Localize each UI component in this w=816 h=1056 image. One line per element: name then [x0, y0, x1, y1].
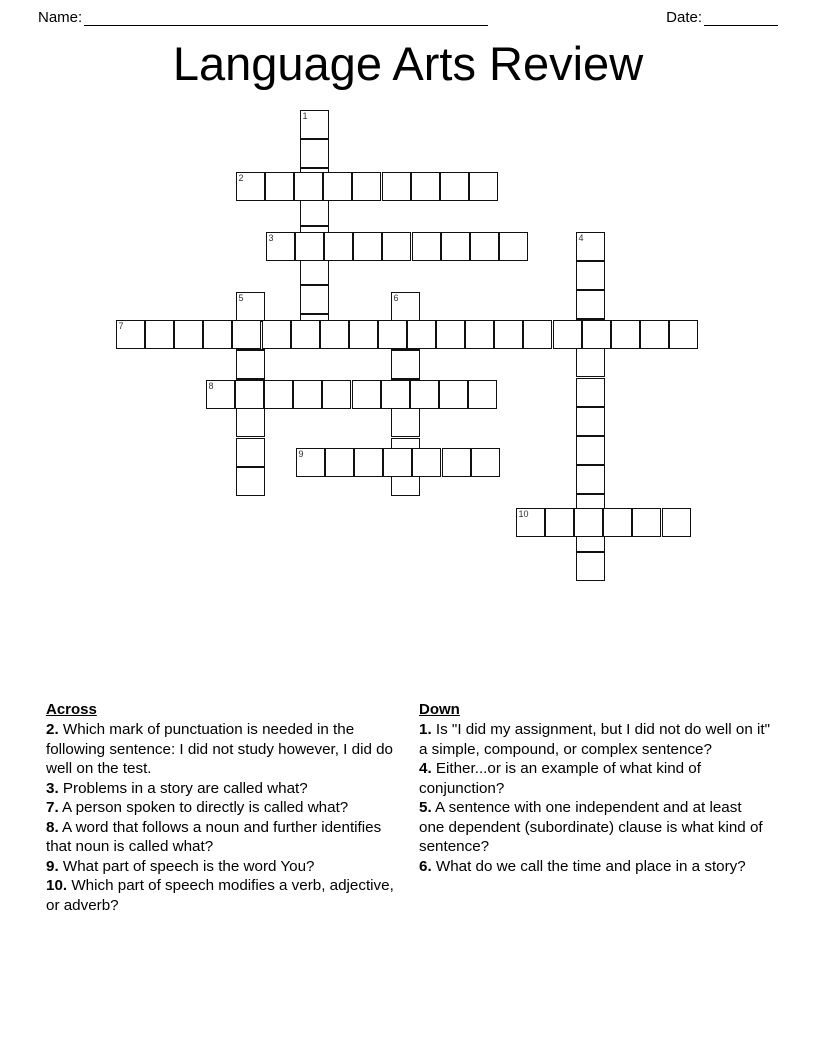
crossword-cell[interactable] — [442, 448, 471, 477]
crossword-cell[interactable] — [469, 172, 498, 201]
across-clue-list — [46, 720, 397, 915]
crossword-cell[interactable] — [436, 320, 465, 349]
crossword-cell[interactable] — [576, 436, 605, 465]
cell-number-10: 10 — [518, 509, 529, 519]
crossword-cell[interactable] — [294, 172, 323, 201]
across-clue-10 — [46, 876, 397, 915]
crossword-cell[interactable] — [266, 232, 295, 261]
crossword-cell[interactable] — [499, 232, 528, 261]
crossword-cell[interactable] — [465, 320, 494, 349]
cell-number-2: 2 — [238, 173, 244, 183]
clue-number: 1. — [419, 721, 432, 738]
crossword-cell[interactable] — [576, 378, 605, 407]
crossword-cell[interactable] — [576, 261, 605, 290]
crossword-cell[interactable] — [669, 320, 698, 349]
across-clue-8 — [46, 818, 397, 857]
crossword-cell[interactable] — [300, 110, 329, 139]
crossword-cell[interactable] — [323, 172, 352, 201]
crossword-cell[interactable] — [324, 232, 353, 261]
crossword-cell[interactable] — [378, 320, 407, 349]
crossword-cell[interactable] — [576, 290, 605, 319]
clue-text: Problems in a story are called what? — [58, 779, 308, 797]
crossword-cell[interactable] — [407, 320, 436, 349]
crossword-cell[interactable] — [516, 508, 545, 537]
crossword-cell[interactable] — [391, 408, 420, 437]
crossword-cell[interactable] — [206, 380, 235, 409]
crossword-cell[interactable] — [236, 408, 265, 437]
crossword-cell[interactable] — [235, 380, 264, 409]
crossword-cell[interactable] — [412, 448, 441, 477]
crossword-cell[interactable] — [468, 380, 497, 409]
crossword-cell[interactable] — [382, 172, 411, 201]
clue-number: 2. — [46, 721, 59, 738]
crossword-cell[interactable] — [576, 552, 605, 581]
crossword-cell[interactable] — [352, 380, 381, 409]
clue-number: 5. — [419, 799, 432, 816]
crossword-cell[interactable] — [265, 172, 294, 201]
down-clue-1 — [419, 720, 770, 759]
clue-number: 9. — [46, 857, 59, 875]
across-clue-2 — [46, 720, 397, 779]
clue-text: Either...or is an example of what kind of conjunction? — [419, 760, 701, 797]
down-clue-6 — [419, 857, 770, 877]
crossword-cell[interactable] — [264, 380, 293, 409]
cell-number-6: 6 — [393, 293, 399, 303]
across-clue-9 — [46, 857, 397, 877]
crossword-cell[interactable] — [383, 448, 412, 477]
crossword-cell[interactable] — [662, 508, 691, 537]
across-clue-3 — [46, 779, 397, 799]
clues-section — [46, 700, 770, 915]
clue-text: What do we call the time and place in a story? — [431, 857, 746, 875]
cell-number-5: 5 — [238, 293, 244, 303]
crossword-cell[interactable] — [441, 232, 470, 261]
crossword-cell[interactable] — [232, 320, 261, 349]
crossword-cell[interactable] — [203, 320, 232, 349]
name-label: Name: — [38, 9, 83, 26]
down-clue-4 — [419, 759, 770, 798]
crossword-cell[interactable] — [574, 508, 603, 537]
crossword-cell[interactable] — [353, 232, 382, 261]
crossword-cell[interactable] — [391, 292, 420, 321]
crossword-cell[interactable] — [412, 232, 441, 261]
clue-number: 3. — [46, 779, 59, 797]
crossword-cell[interactable] — [576, 465, 605, 494]
crossword-cell[interactable] — [381, 380, 410, 409]
clue-number: 10. — [46, 877, 68, 894]
cell-number-4: 4 — [578, 233, 584, 243]
cell-number-8: 8 — [208, 381, 214, 391]
crossword-cell[interactable] — [391, 350, 420, 379]
cell-number-1: 1 — [302, 111, 308, 121]
crossword-cell[interactable] — [295, 232, 324, 261]
crossword-cell[interactable] — [174, 320, 203, 349]
clue-number: 8. — [46, 818, 59, 836]
crossword-cell[interactable] — [293, 380, 322, 409]
clue-number: 6. — [419, 857, 432, 875]
clue-text: A person spoken to directly is called what? — [58, 799, 349, 816]
clue-text: Is "I did my assignment, but I did not do well on it" a simple, compound, or complex sentence? — [419, 721, 770, 758]
down-heading: Down — [419, 701, 460, 718]
crossword-cell[interactable] — [440, 172, 469, 201]
clue-text: What part of speech is the word You? — [58, 857, 315, 875]
across-clues-column — [46, 700, 397, 915]
crossword-cell[interactable] — [236, 292, 265, 321]
crossword-cell[interactable] — [322, 380, 351, 409]
crossword-cell[interactable] — [576, 348, 605, 377]
across-clue-7 — [46, 798, 397, 818]
crossword-cell[interactable] — [354, 448, 383, 477]
crossword-cell[interactable] — [576, 232, 605, 261]
crossword-cell[interactable] — [640, 320, 669, 349]
crossword-cell[interactable] — [582, 320, 611, 349]
down-clues-column — [419, 700, 770, 876]
clue-number: 7. — [46, 799, 59, 816]
clue-text: Which mark of punctuation is needed in the following sentence: I did not study however, I did do well on the test. — [46, 721, 393, 777]
crossword-cell[interactable] — [632, 508, 661, 537]
crossword-cell[interactable] — [145, 320, 174, 349]
crossword-cell[interactable] — [236, 172, 265, 201]
date-label: Date: — [666, 9, 702, 26]
crossword-cell[interactable] — [349, 320, 378, 349]
crossword-cell[interactable] — [411, 172, 440, 201]
crossword-cell[interactable] — [325, 448, 354, 477]
clue-text: Which part of speech modifies a verb, adjective, or adverb? — [46, 877, 394, 914]
crossword-cell[interactable] — [236, 438, 265, 467]
crossword-cell[interactable] — [382, 232, 411, 261]
crossword-cell[interactable] — [116, 320, 145, 349]
crossword-cell[interactable] — [300, 285, 329, 314]
crossword-cell[interactable] — [603, 508, 632, 537]
crossword-cell[interactable] — [439, 380, 468, 409]
crossword-cell[interactable] — [236, 467, 265, 496]
crossword-cell[interactable] — [523, 320, 552, 349]
crossword-cell[interactable] — [494, 320, 523, 349]
crossword-cell[interactable] — [545, 508, 574, 537]
clue-text: A word that follows a noun and further identifies that noun is called what? — [46, 818, 382, 855]
crossword-cell[interactable] — [291, 320, 320, 349]
crossword-cell[interactable] — [611, 320, 640, 349]
crossword-cell[interactable] — [470, 232, 499, 261]
down-clue-list — [419, 720, 770, 876]
clue-text: A sentence with one independent and at least one dependent (subordinate) clause is what kind of sentence? — [419, 799, 763, 855]
crossword-cell[interactable] — [471, 448, 500, 477]
across-heading: Across — [46, 701, 97, 718]
cell-number-3: 3 — [268, 233, 274, 243]
crossword-cell[interactable] — [410, 380, 439, 409]
crossword-cell[interactable] — [262, 320, 291, 349]
crossword-cell[interactable] — [300, 197, 329, 226]
crossword-cell[interactable] — [236, 350, 265, 379]
cell-number-9: 9 — [298, 449, 304, 459]
down-clue-5 — [419, 798, 770, 857]
crossword-cell[interactable] — [352, 172, 381, 201]
crossword-cell[interactable] — [296, 448, 325, 477]
crossword-cell[interactable] — [300, 139, 329, 168]
cell-number-7: 7 — [118, 321, 124, 331]
crossword-cell[interactable] — [553, 320, 582, 349]
crossword-cell[interactable] — [576, 407, 605, 436]
clue-number: 4. — [419, 760, 432, 777]
crossword-cell[interactable] — [320, 320, 349, 349]
page-title: Language Arts Review — [172, 37, 644, 90]
